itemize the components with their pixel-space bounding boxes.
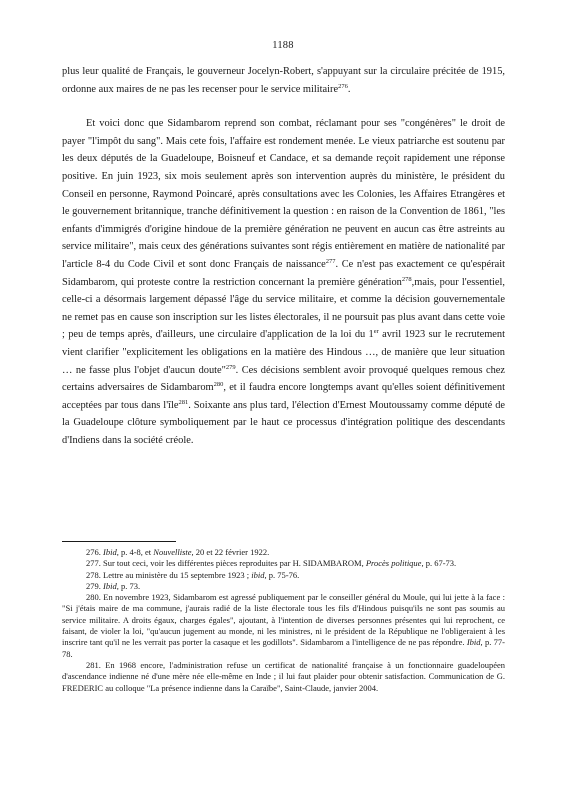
- footnote-281: [62, 660, 505, 694]
- footnote-ref: 280: [213, 381, 224, 389]
- text-run: plus leur qualité de Français, le gouverneur Jocelyn-Robert, s'appuyant sur la circulaire précitée de 1915, ordonne aux maires de ne pas les recenser pour le service militaire: [62, 66, 505, 95]
- footnote-ref: 278: [401, 275, 412, 283]
- footnotes: [62, 547, 505, 694]
- text-run: , p. 73.: [116, 580, 141, 591]
- footnote-ref: 281: [178, 398, 189, 406]
- footnote-280: [62, 592, 505, 660]
- paragraph-2: [62, 115, 505, 449]
- footnote-279: [62, 581, 505, 592]
- page-number: 1188: [272, 40, 294, 51]
- text-run: . Ces décisions semblent avoir provoqué quelques remous chez certains adversaires de Sidambarom: [62, 364, 505, 394]
- text-run: . Soixante ans plus tard, l'élection d'Ernest Moutoussamy comme député de la Guadeloupe clôture symboliquement par le haut ce processus d'intégration politique des descendants d'Indiens dans la société créole.: [62, 399, 505, 446]
- italic-text: Ibid: [103, 547, 117, 557]
- text-run: , p. 67-73.: [421, 558, 457, 569]
- text-run: 276.: [86, 547, 103, 557]
- text-run: , p. 75-76.: [264, 569, 300, 580]
- text-run: 278. Lettre au ministère du 15 septembre 1923 ;: [86, 569, 252, 580]
- text-run: 279.: [86, 580, 103, 591]
- italic-text: Procès politique: [365, 558, 422, 569]
- italic-text: Ibid: [103, 580, 117, 591]
- body-text: [62, 63, 505, 449]
- text-run: , et il faudra encore longtemps avant qu'elles soient définitivement acceptées par tous dans l'île: [62, 382, 505, 411]
- text-run: . Ce n'est pas exactement ce qu'espérait Sidambarom, qui proteste contre la restriction concernant la première génération: [62, 258, 505, 288]
- text-run: , p. 77-78.: [62, 637, 505, 659]
- footnote-277: [62, 558, 505, 569]
- text-run: avril 1923 sur le recrutement vient clarifier "explicitement les obligations en la matière des Hindous …, de manière que leur situation … ne fasse plus l'objet d'aucun doute": [62, 329, 505, 376]
- text-run: 280. En novembre 1923, Sidambarom est agressé publiquement par le conseiller général du Moule, qui lui jette à la face : "Si j'étais maire de ma commune, j'aurais radié de la liste électorale tous les fils d'Hindous puisqu'ils ne sont pas soumis au service militaire. A droits égaux, charges égales", ajoutant, à l'intention de diverses personnes présentes qui lui reprochent, ce faisant, de violer la loi, "qu'aucun jugement au monde, ni les ministres, ni le président de la République ne l'obligeraient à les inscrire tant qu'il ne les verrait pas porter la casaque et les godillots". Sidambarom a l'intelligence de ne pas répondre.: [62, 592, 505, 648]
- paragraph-1: [62, 63, 505, 98]
- italic-text: Nouvelliste: [153, 547, 192, 557]
- text-run: Et voici donc que Sidambarom reprend son combat, réclamant pour ses "congénères" le droit de payer "l'impôt du sang". Mais cete fois, l'affaire est rondement menée. Le vieux patriarche est soutenu par les deux députés de la Guadeloupe, Boisneuf et Candace, et sa demande reçoit rapidement une réponse positive. En juin 1923, six mois seulement après son intervention auprès du ministère, le président du Conseil en personne, Raymond Poincaré, après consultations avec les Colonies, les Affaires Etrangères et le gouvernement britannique, tranche définitivement la question : en raison de la Convention de 1861, "les enfants d'immigrés d'origine hindoue de la première génération ne peuvent en aucun cas être astreints au service militaire", mais ceux des générations suivantes sont régis entièrement en matière de nationalité par l'article 8-4 du Code Civil et sont donc Français de naissance: [62, 118, 505, 270]
- text-run: ,mais, pour l'essentiel, celle-ci a désormais largement dépassé l'âge du service militaire, et comme la décision gouvernementale ne remet pas en cause son inscription sur les listes électorales, il ne poursuit pas plus avant dans cette voie ; peu de temps après, d'ailleurs, une circulaire d'application de la loi du 1: [62, 276, 505, 341]
- text-run: , p. 4-8, et: [116, 547, 154, 557]
- italic-text: Ibid: [466, 637, 481, 648]
- text-run: , 20 et 22 février 1922.: [191, 547, 270, 557]
- text-run: .: [347, 83, 351, 95]
- footnote-ref: er: [373, 328, 379, 336]
- text-run: 277. Sur tout ceci, voir les différentes pièces reproduites par H. SIDAMBAROM,: [86, 558, 366, 569]
- footnote-separator: [62, 541, 176, 542]
- footnote-276: [62, 547, 505, 558]
- footnote-278: [62, 570, 505, 581]
- footnote-ref: 279: [225, 363, 236, 371]
- footnote-ref: 277: [325, 257, 336, 265]
- footnote-ref: 276: [338, 82, 348, 90]
- text-run: 281. En 1968 encore, l'administration refuse un certificat de nationalité française à un fonctionnaire guadeloupéen d'ascendance indienne né d'une mère née elle-même en Inde ; il lui faut plaider pour obtenir satisfaction. Communication de G. FREDERIC au colloque "La présence indienne dans la Caraïbe", Saint-Claude, janvier 2004.: [62, 659, 505, 693]
- italic-text: ibid: [251, 569, 265, 580]
